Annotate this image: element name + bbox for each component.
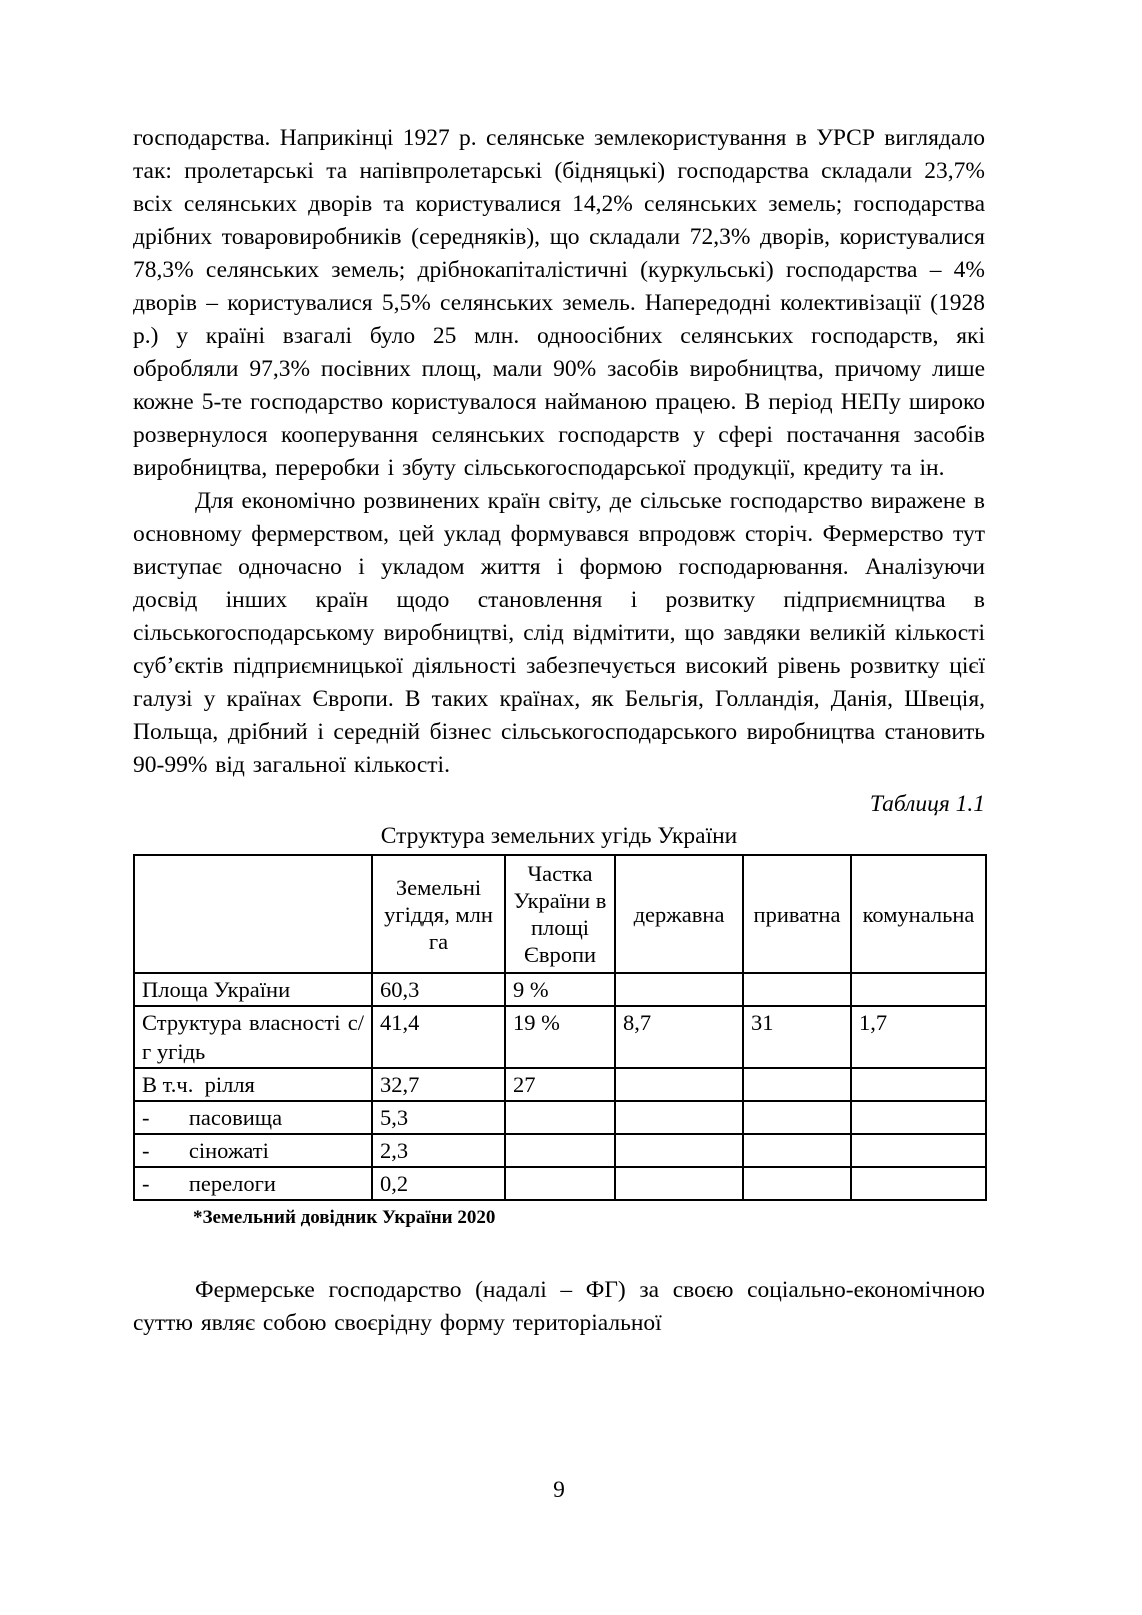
cell xyxy=(615,1068,743,1101)
table-row xyxy=(134,1167,986,1200)
cell: 0,2 xyxy=(372,1167,505,1200)
table-row xyxy=(134,1006,986,1068)
header-share-europe: Частка України в площі Європи xyxy=(505,855,615,973)
cell xyxy=(851,1101,986,1134)
cell: 1,7 xyxy=(851,1006,986,1068)
cell: 31 xyxy=(743,1006,851,1068)
header-empty xyxy=(134,855,372,973)
cell xyxy=(615,1101,743,1134)
cell xyxy=(505,1101,615,1134)
header-communal: комунальна xyxy=(851,855,986,973)
row-label: В т.ч. рілля xyxy=(134,1068,372,1101)
cell: 32,7 xyxy=(372,1068,505,1101)
row-label: - сіножаті xyxy=(134,1134,372,1167)
cell: 8,7 xyxy=(615,1006,743,1068)
cell: 41,4 xyxy=(372,1006,505,1068)
cell xyxy=(615,1167,743,1200)
table-caption: Таблиця 1.1 xyxy=(869,791,985,817)
cell: 9 % xyxy=(505,973,615,1006)
cell xyxy=(615,973,743,1006)
cell xyxy=(743,1068,851,1101)
table-row xyxy=(134,1068,986,1101)
table-row xyxy=(134,1101,986,1134)
table-title: Структура земельних угідь України xyxy=(380,823,738,849)
cell xyxy=(851,1068,986,1101)
row-label: - перелоги xyxy=(134,1167,372,1200)
land-structure-table xyxy=(133,854,987,1201)
table-row xyxy=(134,1134,986,1167)
paragraph-1: господарства. Наприкінці 1927 р. селянське землекористування в УРСР виглядало так: пролетарські та напівпролетарські (бідняцькі) господарства складали 23,7% всіх селянських дворів та користувалися 14,2% селянських земель; господарства дрібних товаровиробників (середняків), що складали 72,3% дворів, користувалися 78,3% селянських земель; дрібнокапіталістичні (куркульські) господарства – 4% дворів – користувалися 5,5% селянських земель. Напередодні колективізації (1928 р.) у країні взагалі було 25 млн. одноосібних селянських господарств, які обробляли 97,3% посівних площ, мали 90% засобів виробництва, причому лише кожне 5-те господарство користувалося найманою працею. В період НЕПу широко розвернулося кооперування селянських господарств у сфері постачання засобів виробництва, переробки і збуту сільськогосподарської продукції, кредиту та ін. xyxy=(133,125,985,481)
cell xyxy=(743,1167,851,1200)
cell xyxy=(743,973,851,1006)
cell: 19 % xyxy=(505,1006,615,1068)
header-private: приватна xyxy=(743,855,851,973)
table-footnote: *Земельний довідник України 2020 xyxy=(193,1207,496,1228)
cell xyxy=(743,1101,851,1134)
cell xyxy=(615,1134,743,1167)
header-state: державна xyxy=(615,855,743,973)
row-label: Структура власності с/г угідь xyxy=(134,1006,372,1068)
paragraph-2: Для економічно розвинених країн світу, де сільське господарство виражене в основному фермерством, цей уклад формувався впродовж сторіч. Фермерство тут виступає одночасно і укладом життя і формою господарювання. Аналізуючи досвід інших країн щодо становлення і розвитку підприємництва в сільськогосподарському виробництві, слід відмітити, що завдяки великій кількості суб’єктів підприємницької діяльності забезпечується високий рівень розвитку цієї галузі у країнах Європи. В таких країнах, як Бельгія, Голландія, Данія, Швеція, Польща, дрібний і середній бізнес сільськогосподарського виробництва становить 90-99% від загальної кількості. xyxy=(133,488,985,778)
cell xyxy=(851,1167,986,1200)
cell: 2,3 xyxy=(372,1134,505,1167)
cell xyxy=(851,1134,986,1167)
cell xyxy=(851,973,986,1006)
cell: 5,3 xyxy=(372,1101,505,1134)
cell: 27 xyxy=(505,1068,615,1101)
header-land-area: Земельні угіддя, млн га xyxy=(372,855,505,973)
cell xyxy=(505,1134,615,1167)
table-row xyxy=(134,973,986,1006)
cell: 60,3 xyxy=(372,973,505,1006)
paragraph-3: Фермерське господарство (надалі – ФГ) за своєю соціально-економічною суттю являє собою своєрідну форму територіальної xyxy=(133,1277,985,1336)
cell xyxy=(743,1134,851,1167)
page-number: 9 xyxy=(553,1477,565,1503)
row-label: - пасовища xyxy=(134,1101,372,1134)
row-label: Площа України xyxy=(134,973,372,1006)
table-header-row xyxy=(134,855,986,973)
cell xyxy=(505,1167,615,1200)
